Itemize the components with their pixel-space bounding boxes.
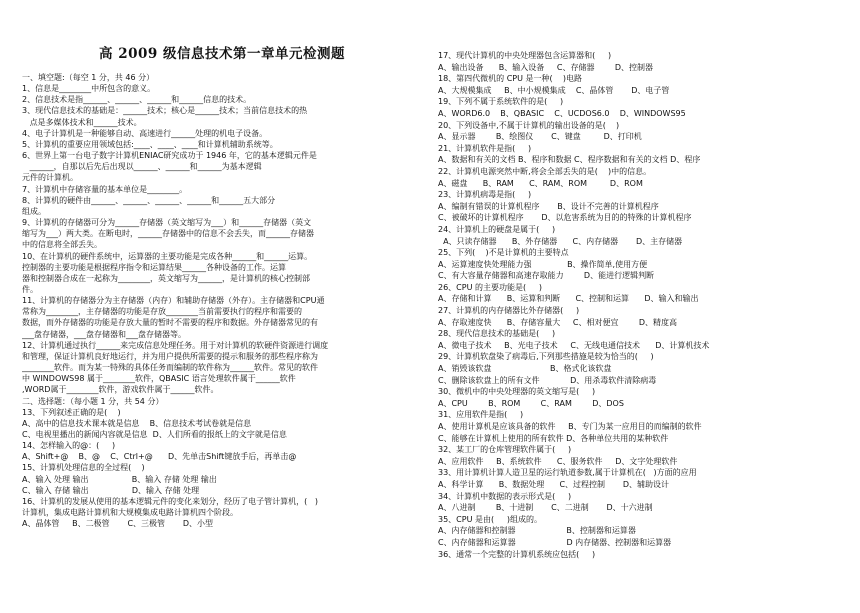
question-line: 9、计算机的存储器可分为______存储器（英文缩写为___）和______存储器（英文: [22, 218, 312, 228]
question-line: A、内存储器和控制器 B、控制器和运算器: [438, 526, 636, 536]
question-line: 20、下列设备中,不属于计算机的输出设备的是( ): [438, 120, 620, 130]
question-line: 29、计算机软盘染了病毒后,下列那些措施是较为恰当的( ): [438, 352, 654, 362]
left-question-block: [22, 72, 422, 529]
question-line: 4、电子计算机是一种能够自动、高速进行______处理的机电子设备。: [22, 128, 268, 138]
question-line: 28、现代信息技术的基础是( ): [438, 329, 556, 339]
question-line: A、微电子技术 B、光电子技术 C、无线电通信技术 D、计算机技术: [438, 340, 710, 350]
question-line: C、删除该软盘上的所有文件 D、用杀毒软件清除病毒: [438, 375, 657, 385]
question-line: 33、用计算机计算人造卫星的运行轨道参数,属于计算机在( )方面的应用: [438, 468, 697, 478]
question-line: 18、第四代微机的 CPU 是一种( )电路: [438, 74, 582, 84]
question-line: 中的信息将全部丢失。: [22, 240, 102, 250]
question-line: 6、世界上第一台电子数字计算机ENIAC研究成功于 1946 年，它的基本逻辑元件是: [22, 151, 317, 161]
question-line: 34、计算机中数据的表示形式是( ): [438, 491, 572, 501]
question-line: A、大规模集成 B、中小规模集成 C、晶体管 D、电子管: [438, 85, 670, 95]
question-line: 计算机，集成电路计算机和大规模集成电路计算机四个阶段。: [22, 508, 238, 518]
question-line: A、磁盘 B、RAM C、RAM、ROM D、ROM: [438, 178, 643, 188]
question-line: A、使用计算机是应该具备的软件 B、专门为某一应用目的而编制的软件: [438, 422, 702, 431]
question-line: 17、现代计算机的中央处理器包含运算器和( ): [438, 51, 612, 60]
question-line: 8、计算机的硬件由______、______、______、______和______五大部分: [22, 195, 276, 205]
question-line: A、应用软件 B、系统软件 C、服务软件 D、文字处理软件: [438, 456, 678, 466]
question-line: 22、计算机电源突然中断,将会全部丢失的是( )中的信息。: [438, 166, 652, 176]
right-column: [438, 50, 838, 560]
question-line: 26、CPU 的主要功能是( ): [438, 282, 542, 292]
question-line: 3、现代信息技术的基础是：______技术；核心是______技术；当前信息技术的热: [22, 106, 308, 116]
question-line: C、有大容量存储器和高速存取能力 D、能进行逻辑判断: [438, 271, 655, 281]
question-line: A、运算速度快处理能力强 B、操作简单,使用方便: [438, 259, 648, 269]
question-line: A、八进制 B、十进制 C、二进制 D、十六进制: [438, 503, 653, 513]
question-line: ________软件。而为某一特殊的具体任务而编制的软件称为______软件。常见的软件: [22, 363, 318, 373]
question-line: 11、计算机的存储器分为主存储器（内存）和辅助存储器（外存）。主存储器和CPU通: [22, 296, 325, 306]
question-line: 数据，而外存储器的功能是存放大量的暂时不需要的程序和数据。外存储器常见的有: [22, 318, 318, 328]
question-line: 16、计算机的发展从使用的基本逻辑元件的变化来划分，经历了电子管计算机，( ): [22, 496, 319, 506]
page-title: 高 2009 级信息技术第一章单元检测题: [99, 46, 345, 62]
question-line: ,WORD属于________软件，游戏软件属于______软件。: [22, 385, 219, 395]
question-line: 23、计算机病毒是指( ): [438, 190, 532, 200]
question-line: A、只读存储器 B、外存储器 C、内存储器 D、主存储器: [438, 236, 683, 246]
question-line: ______，自那以后先后出现以______、______和______为基本逻辑: [22, 162, 262, 172]
question-line: 14、怎样输入的@：( ): [22, 441, 116, 451]
question-line: 一、填空题:（每空 1 分，共 46 分）: [22, 73, 155, 82]
question-line: 13、下列叙述正确的是( ): [22, 407, 121, 417]
question-line: A、存取速度快 B、存储容量大 C、相对便宜 D、精度高: [438, 317, 678, 327]
question-line: A、WORD6.0 B、QBASIC C、UCDOS6.0 D、WINDOWS95: [438, 108, 686, 118]
question-line: C、被破坏的计算机程序 D、以危害系统为目的的特殊的计算机程序: [438, 213, 692, 223]
question-line: C、内存储器和运算器 D 内存储器、控制器和运算器: [438, 537, 672, 547]
question-line: A、晶体管 B、二极管 C、三极管 D、小型: [22, 519, 214, 529]
question-line: 件。: [22, 284, 38, 294]
question-line: C、输入 存储 输出 D、输入 存储 处理: [22, 485, 200, 495]
question-line: 7、计算机中存储容量的基本单位是________。: [22, 184, 188, 194]
question-line: 二、选择题：（每小题 1 分，共 54 分）: [22, 396, 164, 406]
question-line: A、输入 处理 输出 B、输入 存储 处理 输出: [22, 474, 217, 484]
question-line: A、Shift+@ B、@ C、Ctrl+@ D、先单击Shift键放手后，再单击@: [22, 452, 297, 462]
left-column: [22, 12, 422, 529]
question-line: 25、下列( )不是计算机的主要特点: [438, 248, 569, 258]
question-line: 27、计算机的内存储器比外存储器( ): [438, 306, 580, 316]
question-line: 24、计算机上的硬盘是属于( ): [438, 224, 556, 234]
question-line: 控制器的主要功能是根据程序指令和运算结果______各种设备的工作。运算: [22, 262, 286, 272]
question-line: 10、在计算机的硬件系统中，运算器的主要功能是完成各种______和______运算。: [22, 251, 313, 261]
question-line: A、显示器 B、绘图仪 C、键盘 D、打印机: [438, 132, 642, 142]
question-line: A、CPU B、ROM C、RAM D、DOS: [438, 398, 624, 408]
question-line: 15、计算机处理信息的全过程( ): [22, 463, 145, 473]
question-line: ___盘存储器，___盘存储器和___盘存储器等。: [22, 329, 186, 339]
question-line: 30、微机中的中央处理器的英文缩写是( ): [438, 387, 596, 397]
question-line: 12、计算机通过执行______来完成信息处理任务。用于对计算机的软硬件资源进行调度: [22, 340, 329, 350]
question-line: A、科学计算 B、数据处理 C、过程控制 D、辅助设计: [438, 479, 670, 489]
question-line: 组成。: [22, 206, 46, 216]
question-line: A、编制有错误的计算机程序 B、设计不完善的计算机程序: [438, 201, 659, 211]
question-line: 5、计算机的重要应用领域包括:____、____、____和计算机辅助系统等。: [22, 139, 278, 149]
question-line: 32、某工厂的仓库管理软件属于( ): [438, 445, 572, 455]
question-line: 常称为________，主存储器的功能是存放________当前需要执行的程序和需要的: [22, 307, 302, 317]
question-line: A、高中的信息技术课本就是信息 B、信息技术考试卷就是信息: [22, 418, 252, 428]
question-line: 31、应用软件是指( ): [438, 410, 524, 420]
question-line: 2、信息技术是指______、______、______和______信息的技术。: [22, 95, 252, 105]
question-line: 36、通常一个完整的计算机系统应包括( ): [438, 549, 596, 559]
question-line: A、输出设备 B、输入设备 C、存储器 D、控制器: [438, 62, 654, 72]
question-line: 35、CPU 是由( )组成的。: [438, 514, 542, 524]
question-line: 19、下列不属于系统软件的是( ): [438, 97, 564, 107]
question-line: 缩写为___）两大类。在断电时，______存储器中的信息不会丢失，而______存储器: [22, 229, 314, 239]
question-line: C、电视里播出的新闻内容就是信息 D、人们所看的报纸上的文字就是信息: [22, 430, 287, 439]
question-line: 器和控制器合成在一起称为________，英文缩写为______，是计算机的核心控制部: [22, 273, 310, 283]
question-line: A、存储和计算 B、运算和判断 C、控制和运算 D、输入和输出: [438, 294, 699, 304]
question-line: 1、信息是________中所包含的意义。: [22, 84, 156, 94]
question-line: 21、计算机软件是指( ): [438, 143, 532, 153]
question-line: 点是多媒体技术和______技术。: [22, 117, 142, 127]
question-line: 和管理，保证计算机良好地运行，并为用户提供所需要的提示和服务的那些程序称为: [22, 351, 318, 361]
question-line: C、能够在计算机上使用的所有软件 D、各种单位共用的某种软件: [438, 433, 669, 443]
question-line: A、销毁该软盘 B、格式化该软盘: [438, 364, 612, 374]
question-line: 元件的计算机。: [22, 173, 78, 183]
right-question-block: [438, 50, 838, 560]
question-line: 中 WINDOWS98 属于________软件，QBASIC 语言处理软件属于______软件: [22, 374, 296, 384]
question-line: A、数据和有关的文档 B、程序和数据 C、程序数据和有关的文档 D、程序: [438, 155, 701, 165]
